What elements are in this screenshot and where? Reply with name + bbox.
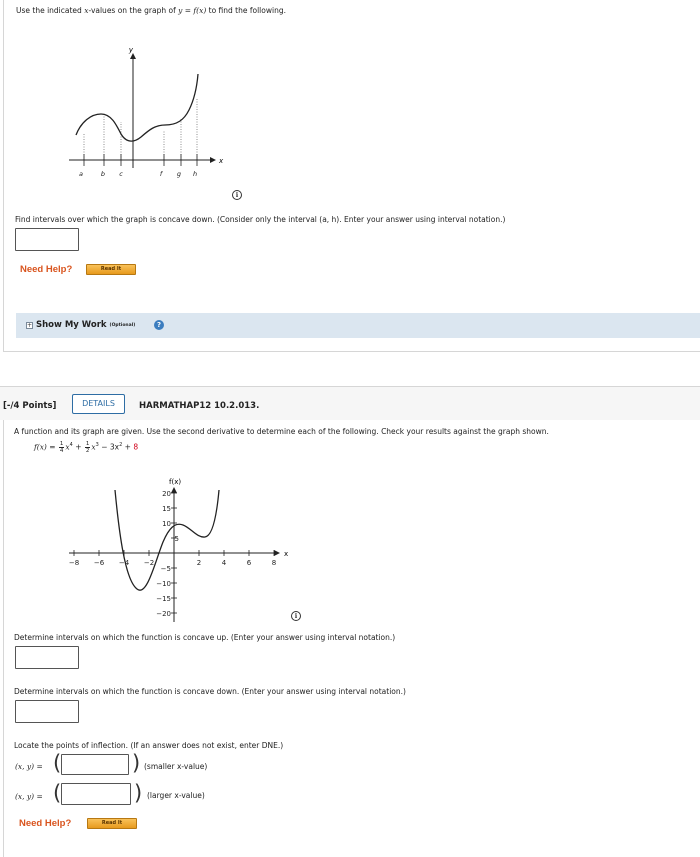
q1-y-axis-label: y bbox=[128, 46, 134, 54]
q2-y-tick-neg5: −5 bbox=[160, 565, 171, 573]
show-my-work-label: Show My Work (Optional) bbox=[36, 320, 136, 330]
q2-intro: A function and its graph are given. Use the second derivative to determine each of the following. Check your results against the graph shown. bbox=[14, 427, 549, 436]
paren-right-1: ) bbox=[132, 751, 141, 775]
q1-function-curve bbox=[76, 74, 198, 141]
xy-label-smaller: (x, y) = bbox=[15, 762, 43, 771]
q2-y-tick-neg15: −15 bbox=[156, 595, 171, 603]
q2-y-tick-neg10: −10 bbox=[156, 580, 171, 588]
q1-question: Find intervals over which the graph is concave down. (Consider only the interval (a, h). Enter your answer using interval notation.) bbox=[15, 215, 506, 224]
q1-show-my-work-bar[interactable] bbox=[16, 313, 700, 338]
q2-x-tick-4: 4 bbox=[221, 559, 227, 567]
concave-up-input[interactable] bbox=[15, 646, 79, 669]
q1-answer-input[interactable] bbox=[15, 228, 79, 251]
q2-y-tick-15: 15 bbox=[162, 505, 171, 513]
xy-label-larger: (x, y) = bbox=[15, 792, 43, 801]
q2-concave-down-question: Determine intervals on which the function is concave down. (Enter your answer using interval notation.) bbox=[14, 687, 406, 696]
q2-read-it-button[interactable]: Read It bbox=[87, 818, 137, 829]
q2-x-tick-neg8: −8 bbox=[68, 559, 80, 567]
q2-x-tick-neg6: −6 bbox=[93, 559, 105, 567]
q2-inflection-question: Locate the points of inflection. (If an answer does not exist, enter DNE.) bbox=[14, 741, 284, 750]
inflection-larger-input[interactable] bbox=[61, 783, 131, 805]
q1-read-it-button[interactable]: Read It bbox=[86, 264, 136, 275]
q1-info-icon[interactable]: i bbox=[232, 190, 242, 200]
problem-code: HARMATHAP12 10.2.013. bbox=[139, 401, 260, 411]
inflection-smaller-input[interactable] bbox=[61, 754, 129, 775]
q2-y-tick-5: 5 bbox=[174, 535, 179, 543]
q1-graph bbox=[59, 44, 229, 184]
q2-x-tick-8: 8 bbox=[271, 559, 277, 567]
q1-need-help-label: Need Help? bbox=[20, 264, 73, 275]
q2-y-axis-label: f(x) bbox=[169, 478, 182, 486]
q2-x-axis-label: x bbox=[284, 550, 289, 558]
expand-plus-icon[interactable]: + bbox=[27, 322, 33, 329]
smaller-x-value-label: (smaller x-value) bbox=[144, 762, 208, 771]
q1-tick-label-c: c bbox=[119, 170, 123, 178]
details-button[interactable]: DETAILS bbox=[72, 394, 125, 414]
q2-y-tick-10: 10 bbox=[162, 520, 171, 528]
q1-tick-label-f: f bbox=[159, 170, 163, 178]
paren-left-2: ( bbox=[53, 781, 62, 805]
q2-x-tick-2: 2 bbox=[196, 559, 202, 567]
paren-right-2: ) bbox=[134, 781, 143, 805]
points-label: [-/4 Points] bbox=[3, 401, 57, 411]
question-1-card bbox=[3, 0, 700, 352]
q2-formula: f(x) = $\frac{1}{4}$ $x^4$ + $\frac{1}{2}$ $x^3 - 3x^2 + 8$ bbox=[34, 441, 139, 454]
q1-x-axis-label: x bbox=[219, 157, 224, 165]
question-2-header bbox=[0, 386, 700, 420]
help-question-icon[interactable]: ? bbox=[154, 320, 164, 330]
q1-tick-label-b: b bbox=[100, 170, 106, 178]
q1-tick-label-a: a bbox=[79, 170, 83, 178]
q1-tick-label-g: g bbox=[176, 170, 182, 178]
paren-left-1: ( bbox=[53, 751, 62, 775]
larger-x-value-label: (larger x-value) bbox=[147, 791, 205, 800]
q2-y-tick-20: 20 bbox=[162, 490, 171, 498]
concave-down-input[interactable] bbox=[15, 700, 79, 723]
q2-concave-up-question: Determine intervals on which the function is concave up. (Enter your answer using interval notation.) bbox=[14, 633, 396, 642]
q2-y-tick-neg20: −20 bbox=[156, 610, 171, 618]
q2-graph bbox=[59, 472, 299, 627]
q1-tick-label-h: h bbox=[192, 170, 198, 178]
q2-need-help-label: Need Help? bbox=[19, 818, 72, 829]
q1-instruction: Use the indicated x-values on the graph of y = f(x) to find the following. bbox=[16, 6, 286, 15]
q2-info-icon[interactable]: i bbox=[291, 611, 301, 621]
question-2-card bbox=[3, 420, 700, 857]
q2-x-tick-6: 6 bbox=[246, 559, 252, 567]
q2-x-tick-neg2: −2 bbox=[143, 559, 155, 567]
q2-x-tick-neg4: −4 bbox=[118, 559, 130, 567]
